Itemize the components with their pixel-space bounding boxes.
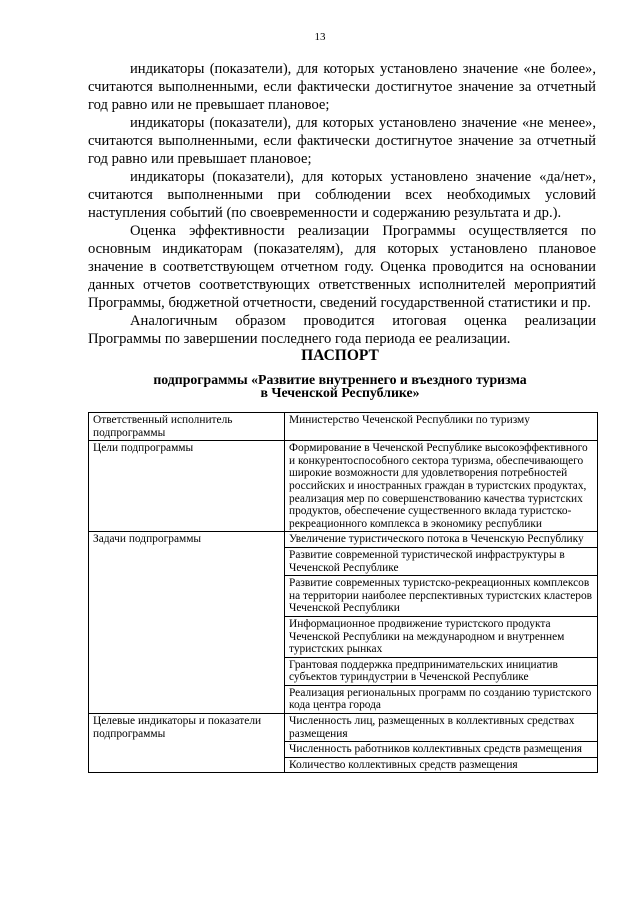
goals-label-cell: Цели подпрограммы <box>89 441 285 532</box>
indicator-cell: Численность лиц, размещенных в коллективных средствах размещения <box>285 714 598 742</box>
responsible-label-cell: Ответственный исполнитель подпрограммы <box>89 413 285 441</box>
paragraph: Аналогичным образом проводится итоговая оценка реализации Программы по завершении последнего года периода ее реализации. <box>88 313 596 347</box>
goals-value-cell: Формирование в Чеченской Республике высокоэффективного и конкурентоспособного сектора туризма, обеспечивающего широкие возможности для удовлетворения потребностей российских и иностранных граждан в туристских продуктах, реализация мер по совершенствованию качества туристских продуктов, обеспечение существенного вклада туристско-рекреационного комплекса в экономику республики <box>285 441 598 532</box>
task-cell: Информационное продвижение туристского продукта Чеченской Республики на международном и внутреннем туристских рынках <box>285 616 598 657</box>
indicator-cell: Численность работников коллективных средств размещения <box>285 742 598 758</box>
task-cell: Развитие современных туристско-рекреационных комплексов на территории наиболее перспективных туристских кластеров Чеченской Республики <box>285 576 598 617</box>
indicator-cell: Количество коллективных средств размещения <box>285 757 598 773</box>
table-row <box>89 413 598 441</box>
paragraph: индикаторы (показатели), для которых установлено значение «не менее», считаются выполненными, если фактически достигнутое значение за отчетный год равно или превышает плановое; <box>88 115 596 167</box>
paragraph: индикаторы (показатели), для которых установлено значение «да/нет», считаются выполненными при соблюдении всех необходимых условий наступления событий (по своевременности и содержанию результата и др.). <box>88 169 596 221</box>
indicators-label-cell: Целевые индикаторы и показатели подпрограммы <box>89 714 285 773</box>
passport-subtitle <box>0 373 640 399</box>
tasks-label-cell: Задачи подпрограммы <box>89 532 285 714</box>
body-text <box>88 60 596 348</box>
table-row <box>89 441 598 532</box>
passport-subtitle-line: в Чеченской Республике» <box>260 385 420 400</box>
passport-subtitle-line: подпрограммы «Развитие внутреннего и въездного туризма <box>153 372 527 387</box>
responsible-value-cell: Министерство Чеченской Республики по туризму <box>285 413 598 441</box>
table-row <box>89 714 598 742</box>
task-cell: Грантовая поддержка предпринимательских инициатив субъектов туриндустрии в Чеченской Республике <box>285 657 598 685</box>
task-cell: Реализация региональных программ по созданию туристского кода центра города <box>285 685 598 713</box>
task-cell: Увеличение туристического потока в Чеченскую Республику <box>285 532 598 548</box>
table-row <box>89 532 598 548</box>
passport-title: ПАСПОРТ <box>301 347 379 364</box>
page-number: 13 <box>314 31 326 43</box>
paragraph: Оценка эффективности реализации Программы осуществляется по основным индикаторам (показателям), для которых установлено плановое значение в соответствующем отчетном году. Оценка проводится на основании данных отчетов соответствующих ответственных исполнителей мероприятий Программы, бюджетной отчетности, сведений государственной статистики и пр. <box>88 223 596 311</box>
paragraph: индикаторы (показатели), для которых установлено значение «не более», считаются выполненными, если фактически достигнутое значение за отчетный год равно или не превышает плановое; <box>88 61 596 113</box>
passport-table <box>88 412 598 773</box>
task-cell: Развитие современной туристической инфраструктуры в Чеченской Республике <box>285 547 598 575</box>
